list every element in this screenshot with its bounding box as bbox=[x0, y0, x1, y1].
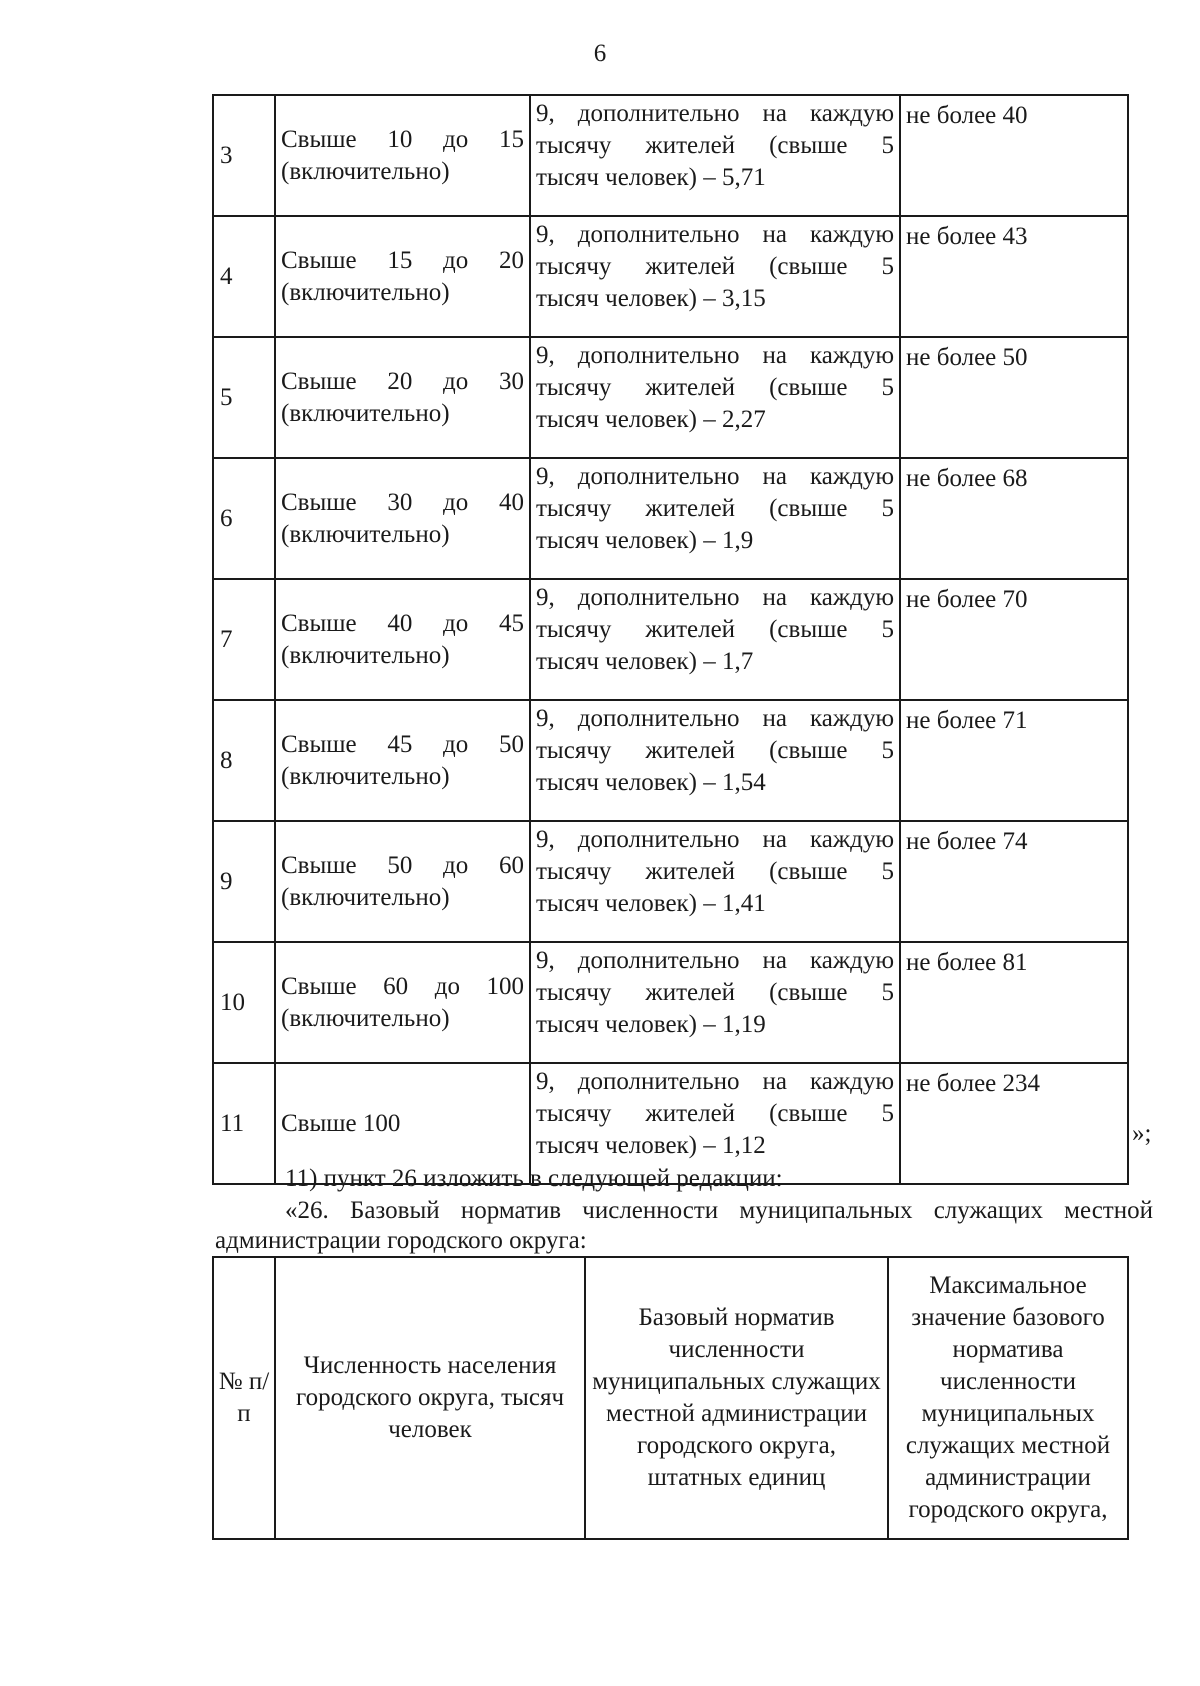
row-number-cell: 11 bbox=[213, 1063, 275, 1184]
max-norm-cell: не более 70 bbox=[900, 579, 1128, 700]
base-line: тысячу жителей (свыше 5 bbox=[536, 253, 894, 280]
range-line: Свыше 20 до 30 bbox=[281, 367, 524, 395]
base-line: тысяч человек) – 3,15 bbox=[536, 285, 766, 312]
section-26-intro: «26. Базовый норматив численности муниципальных служащих местной администрации городского округа: bbox=[215, 1197, 1153, 1254]
max-norm-cell: не более 234 bbox=[900, 1063, 1128, 1184]
range-line: Свыше 60 до 100 bbox=[281, 972, 524, 1000]
header-base-norm: Базовый норматив численности муниципальных служащих местной администрации городского округа, штатных единиц bbox=[585, 1257, 888, 1539]
row-number-cell: 6 bbox=[213, 458, 275, 579]
base-norm-cell bbox=[530, 216, 900, 337]
base-line: 9, дополнительно на каждую bbox=[536, 463, 894, 490]
max-norm-cell: не более 40 bbox=[900, 95, 1128, 216]
base-line: тысячу жителей (свыше 5 bbox=[536, 1100, 894, 1127]
base-line: тысячу жителей (свыше 5 bbox=[536, 979, 894, 1006]
base-norm-cell bbox=[530, 942, 900, 1063]
range-line: (включительно) bbox=[281, 1004, 450, 1032]
base-line: 9, дополнительно на каждую bbox=[536, 342, 894, 369]
range-line: (включительно) bbox=[281, 520, 450, 548]
row-number-cell: 5 bbox=[213, 337, 275, 458]
base-line: тысяч человек) – 5,71 bbox=[536, 164, 766, 191]
base-norm-cell bbox=[530, 95, 900, 216]
base-line: тысячу жителей (свыше 5 bbox=[536, 495, 894, 522]
base-norm-cell bbox=[530, 337, 900, 458]
table-row bbox=[213, 458, 1128, 579]
closing-quote: »; bbox=[1132, 1120, 1152, 1147]
range-line: (включительно) bbox=[281, 278, 450, 306]
table-row bbox=[213, 700, 1128, 821]
header-population: Численность населения городского округа, тысяч человек bbox=[275, 1257, 585, 1539]
base-line: тысячу жителей (свыше 5 bbox=[536, 616, 894, 643]
administration-norms-table bbox=[212, 1256, 1129, 1540]
max-norm-cell: не более 74 bbox=[900, 821, 1128, 942]
table-header-row bbox=[213, 1257, 1128, 1539]
base-norm-cell bbox=[530, 458, 900, 579]
row-number-cell: 4 bbox=[213, 216, 275, 337]
population-range-cell bbox=[275, 458, 530, 579]
base-norm-cell bbox=[530, 700, 900, 821]
population-range-cell bbox=[275, 821, 530, 942]
range-line: Свыше 40 до 45 bbox=[281, 609, 524, 637]
range-line: (включительно) bbox=[281, 157, 450, 185]
base-line: тысяч человек) – 1,19 bbox=[536, 1011, 766, 1038]
row-number-cell: 7 bbox=[213, 579, 275, 700]
range-line: Свыше 50 до 60 bbox=[281, 851, 524, 879]
row-number-cell: 3 bbox=[213, 95, 275, 216]
range-line: Свыше 45 до 50 bbox=[281, 730, 524, 758]
base-line: тысяч человек) – 1,9 bbox=[536, 527, 754, 554]
table-row bbox=[213, 95, 1128, 216]
base-line: тысяч человек) – 1,7 bbox=[536, 648, 754, 675]
base-line: 9, дополнительно на каждую bbox=[536, 947, 894, 974]
staffing-norms-table-body bbox=[213, 95, 1128, 1184]
range-line: (включительно) bbox=[281, 399, 450, 427]
header-max-norm: Максимальное значение базового норматива численности муниципальных служащих местной администрации городского округа, bbox=[888, 1257, 1128, 1539]
base-norm-cell bbox=[530, 821, 900, 942]
max-norm-cell: не более 43 bbox=[900, 216, 1128, 337]
population-range-cell bbox=[275, 95, 530, 216]
row-number-cell: 10 bbox=[213, 942, 275, 1063]
population-range-cell bbox=[275, 216, 530, 337]
base-line: тысячу жителей (свыше 5 bbox=[536, 737, 894, 764]
table-row bbox=[213, 216, 1128, 337]
base-line: 9, дополнительно на каждую bbox=[536, 705, 894, 732]
population-range-cell bbox=[275, 942, 530, 1063]
range-line: Свыше 15 до 20 bbox=[281, 246, 524, 274]
table-row bbox=[213, 337, 1128, 458]
base-line: тысяч человек) – 1,12 bbox=[536, 1132, 766, 1159]
amendment-paragraph: 11) пункт 26 изложить в следующей редакции: bbox=[285, 1165, 783, 1192]
table-row bbox=[213, 579, 1128, 700]
max-norm-cell: не более 71 bbox=[900, 700, 1128, 821]
population-range-cell bbox=[275, 337, 530, 458]
population-range-cell bbox=[275, 579, 530, 700]
base-line: тысячу жителей (свыше 5 bbox=[536, 858, 894, 885]
base-norm-cell bbox=[530, 579, 900, 700]
base-line: 9, дополнительно на каждую bbox=[536, 1068, 894, 1095]
base-line: 9, дополнительно на каждую bbox=[536, 100, 894, 127]
page-number: 6 bbox=[593, 40, 607, 67]
range-line: Свыше 100 bbox=[281, 1109, 401, 1137]
base-line: 9, дополнительно на каждую bbox=[536, 826, 894, 853]
range-line: (включительно) bbox=[281, 641, 450, 669]
base-line: тысячу жителей (свыше 5 bbox=[536, 374, 894, 401]
base-line: тысяч человек) – 2,27 bbox=[536, 406, 766, 433]
range-line: (включительно) bbox=[281, 883, 450, 911]
table-row bbox=[213, 942, 1128, 1063]
max-norm-cell: не более 68 bbox=[900, 458, 1128, 579]
row-number-cell: 8 bbox=[213, 700, 275, 821]
range-line: (включительно) bbox=[281, 762, 450, 790]
max-norm-cell: не более 81 bbox=[900, 942, 1128, 1063]
staffing-norms-table bbox=[212, 94, 1129, 1185]
base-line: тысяч человек) – 1,54 bbox=[536, 769, 766, 796]
base-line: 9, дополнительно на каждую bbox=[536, 221, 894, 248]
population-range-cell bbox=[275, 700, 530, 821]
base-line: тысяч человек) – 1,41 bbox=[536, 890, 766, 917]
max-norm-cell: не более 50 bbox=[900, 337, 1128, 458]
header-number: № п/п bbox=[213, 1257, 275, 1539]
base-line: 9, дополнительно на каждую bbox=[536, 584, 894, 611]
base-line: тысячу жителей (свыше 5 bbox=[536, 132, 894, 159]
row-number-cell: 9 bbox=[213, 821, 275, 942]
table-row bbox=[213, 821, 1128, 942]
range-line: Свыше 30 до 40 bbox=[281, 488, 524, 516]
range-line: Свыше 10 до 15 bbox=[281, 125, 524, 153]
